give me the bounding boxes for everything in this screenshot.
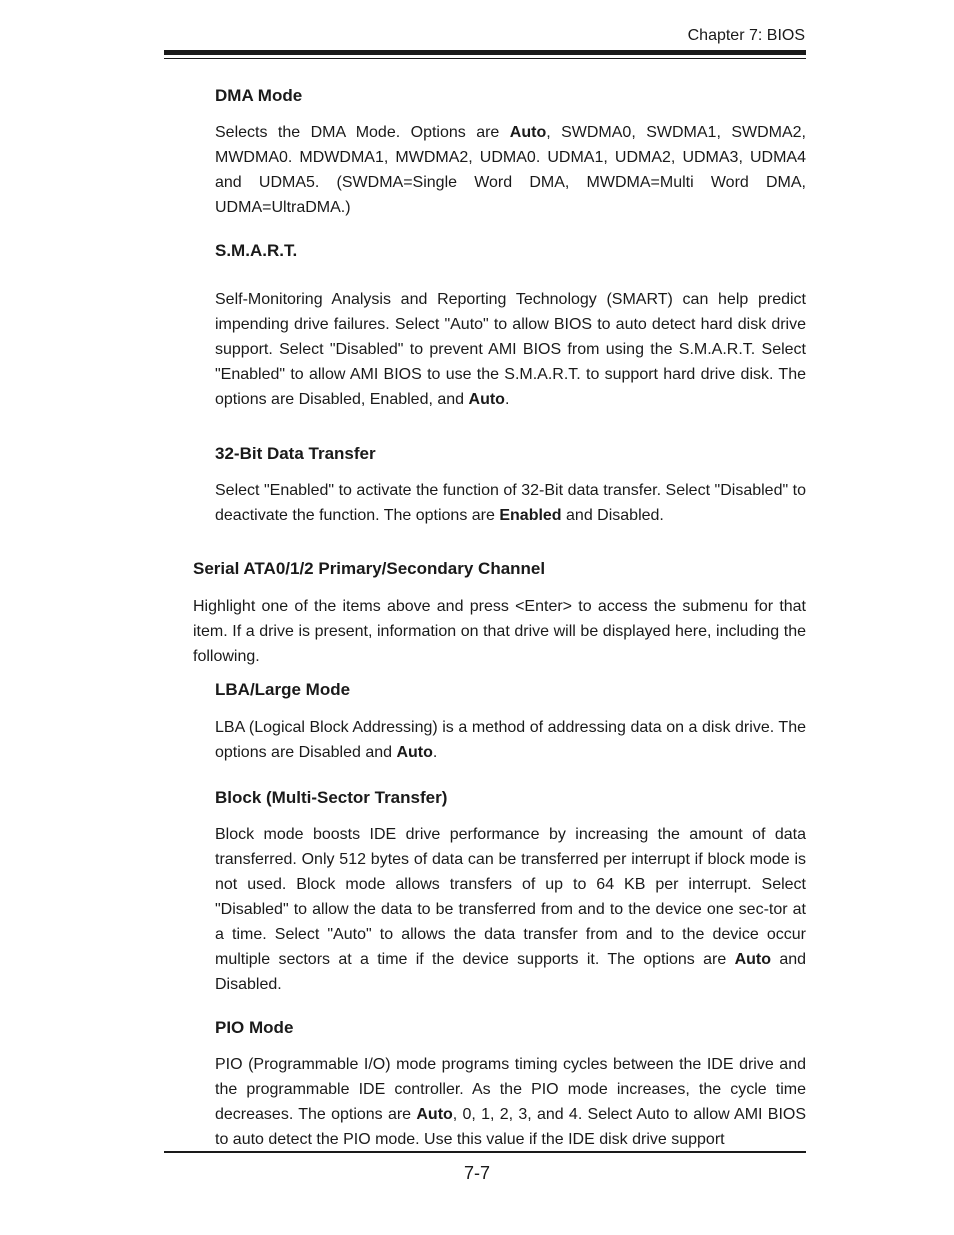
pio-paragraph: PIO (Programmable I/O) mode programs timing cycles between the IDE drive and the programmable IDE controller. As the PIO mode increases, the cycle time decreases. The options are Auto, 0, 1, 2, 3, and 4. Select Auto to allow AMI BIOS to auto detect the PIO mode. Use this value if the IDE disk drive support (215, 1056, 807, 1148)
footer-rule (164, 1151, 806, 1153)
block-paragraph: Block mode boosts IDE drive performance by increasing the amount of data transferred. Only 512 bytes of data can be transferred per interrupt if block mode is not used. Block mode allows transfers of up to 64 KB per interrupt. Select "Disabled" to allow the data to be transferred from and to the device one sec-tor at a time. Select "Auto" to allows the data transfer from and to the device occur multiple sectors at a time if the device supports it. The options are Auto and Disabled. (215, 826, 807, 993)
smart-heading: S.M.A.R.T. (215, 241, 298, 260)
lba-heading: LBA/Large Mode (215, 680, 351, 699)
page-number: 7-7 (463, 1163, 490, 1183)
bit32-heading: 32-Bit Data Transfer (215, 444, 376, 463)
bit32-paragraph: Select "Enabled" to activate the function of 32-Bit data transfer. Select "Disabled" to deactivate the function. The options are Enabled and Disabled. (215, 482, 806, 524)
block-heading: Block (Multi-Sector Transfer) (215, 788, 448, 807)
smart-paragraph: Self-Monitoring Analysis and Reporting Technology (SMART) can help predict impending drive failures. Select "Auto" to allow BIOS to auto detect hard disk drive support. Select "Disabled" to prevent AMI BIOS from using the S.M.A.R.T. Select "Enabled" to allow AMI BIOS to use the S.M.A.R.T. to support hard drive disk. The options are Disabled, Enabled, and Auto. (215, 291, 806, 408)
dma-mode-heading: DMA Mode (215, 86, 303, 105)
sata-heading: Serial ATA0/1/2 Primary/Secondary Channel (193, 559, 546, 578)
pio-heading: PIO Mode (215, 1018, 294, 1037)
dma-mode-paragraph: Selects the DMA Mode. Options are Auto, SWDMA0, SWDMA1, SWDMA2, MWDMA0. MDWDMA1, MWDMA2, UDMA0. UDMA1, UDMA2, UDMA3, UDMA4 and UDMA5. (SWDMA=Single Word DMA, MWDMA=Multi Word DMA, UDMA=UltraDMA.) (215, 124, 807, 216)
lba-paragraph: LBA (Logical Block Addressing) is a method of addressing data on a disk drive. The options are Disabled and Auto. (215, 719, 806, 761)
chapter-title: Chapter 7: BIOS (687, 27, 805, 44)
sata-paragraph: Highlight one of the items above and press <Enter> to access the submenu for that item. If a drive is present, information on that drive will be displayed here, including the following. (193, 598, 806, 665)
